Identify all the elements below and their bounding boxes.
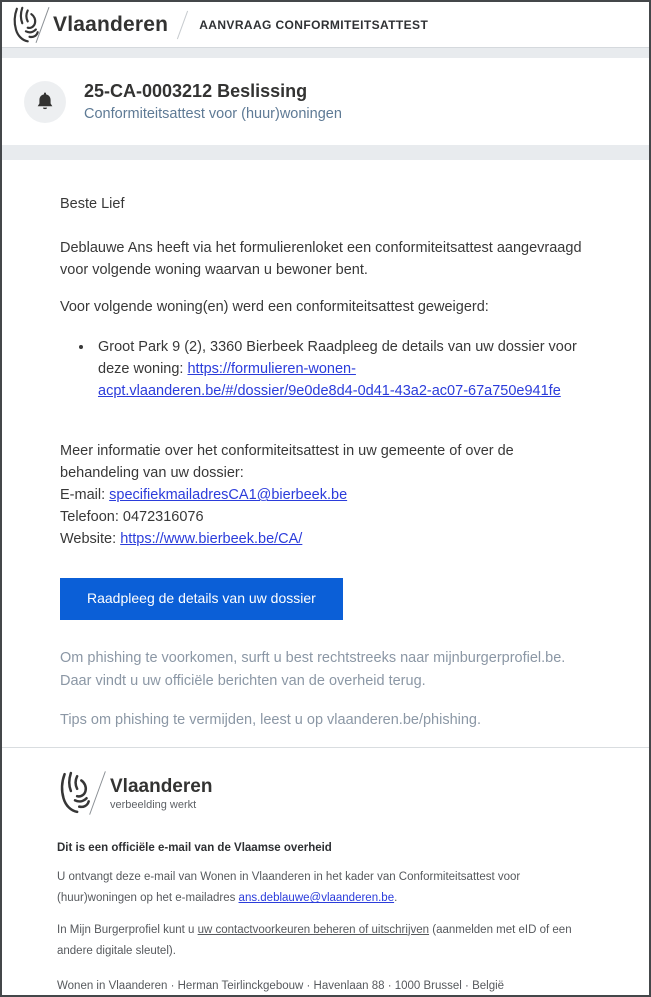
phone-label: Telefoon: — [60, 509, 123, 526]
phishing-note-2: Tips om phishing te vermijden, leest u op vlaanderen.be/phishing. — [60, 711, 482, 728]
dossier-subtitle: Conformiteitsattest voor (huur)woningen — [84, 106, 342, 122]
email-footer — [2, 747, 649, 997]
contact-phone-line — [60, 506, 591, 528]
spacer-strip-mid — [2, 145, 649, 160]
property-list-item — [94, 336, 591, 402]
refused-line: Voor volgende woning(en) werd een conformiteitsattest geweigerd: — [60, 299, 489, 316]
brand-name: Vlaanderen — [53, 12, 169, 36]
property-text: Groot Park 9 (2), 3360 Bierbeek Raadpleeg de details van uw dossier voor deze woning: — [98, 339, 577, 378]
intro-paragraph: Deblauwe Ans heeft via het formulierenloket een conformiteitsattest aangevraagd voor volgende woning waarvan u bewoner bent. — [60, 240, 582, 279]
footer-tagline: verbeelding werkt — [110, 798, 197, 811]
preferences-text-after: (aanmelden met eID of een andere digitale sleutel). — [57, 923, 572, 957]
footer-logo-slash — [89, 771, 106, 815]
website-label: Website: — [60, 531, 121, 548]
notification-badge — [24, 81, 66, 123]
cta-container — [60, 578, 591, 619]
app-title: AANVRAAG CONFORMITEITSATTEST — [199, 17, 429, 32]
official-note: Dit is een officiële e-mail van de Vlaamse overheid — [57, 842, 332, 855]
contact-email-link[interactable]: specifiekmailadresCA1@bierbeek.be — [109, 487, 348, 504]
sender-address: Wonen in Vlaanderen · Herman Teirlinckgebouw · Havenlaan 88 · 1000 Brussel · België — [57, 980, 505, 993]
footer-brand-block — [110, 776, 212, 811]
greeting: Beste Lief — [60, 196, 125, 212]
dossier-title: 25-CA-0003212 Beslissing — [84, 81, 308, 101]
spacer-strip-top — [2, 48, 649, 58]
website-link[interactable]: https://www.bierbeek.be/CA/ — [120, 531, 303, 548]
contact-block — [60, 440, 591, 550]
phishing-note-1: Om phishing te voorkomen, surft u best rechtstreeks naar mijnburgerprofiel.be. Daar vindt u uw officiële berichten van de overheid terug. — [60, 649, 566, 690]
preferences-note — [57, 920, 594, 963]
phone-value: 0472316076 — [122, 509, 204, 526]
more-info-text: Meer informatie over het conformiteitsattest in uw gemeente of over de behandeling van uw dossier: — [60, 443, 514, 482]
dossier-url-link[interactable]: https://formulieren-wonen-acpt.vlaanderen.be/#/dossier/9e0de8d4-0d41-43a2-ac07-67a750e941fe — [98, 361, 561, 400]
bell-icon — [34, 91, 56, 113]
preferences-link[interactable]: uw contactvoorkeuren beheren of uitschrijven — [197, 923, 430, 936]
flanders-lion-icon-footer — [57, 771, 91, 815]
flanders-lion-icon — [10, 6, 40, 44]
hero-text — [84, 81, 342, 122]
contact-email-line — [60, 484, 591, 506]
top-header — [2, 2, 649, 48]
recipient-text: U ontvangt deze e-mail van Wonen in Vlaanderen in het kader van Conformiteitsattest voor (huur)woningen op het e-mailadres — [57, 871, 521, 905]
view-dossier-button[interactable]: Raadpleeg de details van uw dossier — [60, 578, 343, 619]
email-label: E-mail: — [60, 487, 110, 504]
property-list — [60, 336, 591, 402]
notification-hero — [2, 58, 649, 145]
email-body — [2, 160, 649, 747]
recipient-note — [57, 867, 594, 910]
recipient-text-after: . — [394, 892, 398, 905]
contact-website-line — [60, 528, 591, 550]
preferences-text: In Mijn Burgerprofiel kunt u — [57, 923, 198, 936]
recipient-email-link[interactable]: ans.deblauwe@vlaanderen.be — [238, 892, 395, 905]
footer-logo — [57, 770, 594, 816]
header-divider-slash — [177, 10, 188, 39]
footer-brand-name: Vlaanderen — [110, 775, 213, 797]
